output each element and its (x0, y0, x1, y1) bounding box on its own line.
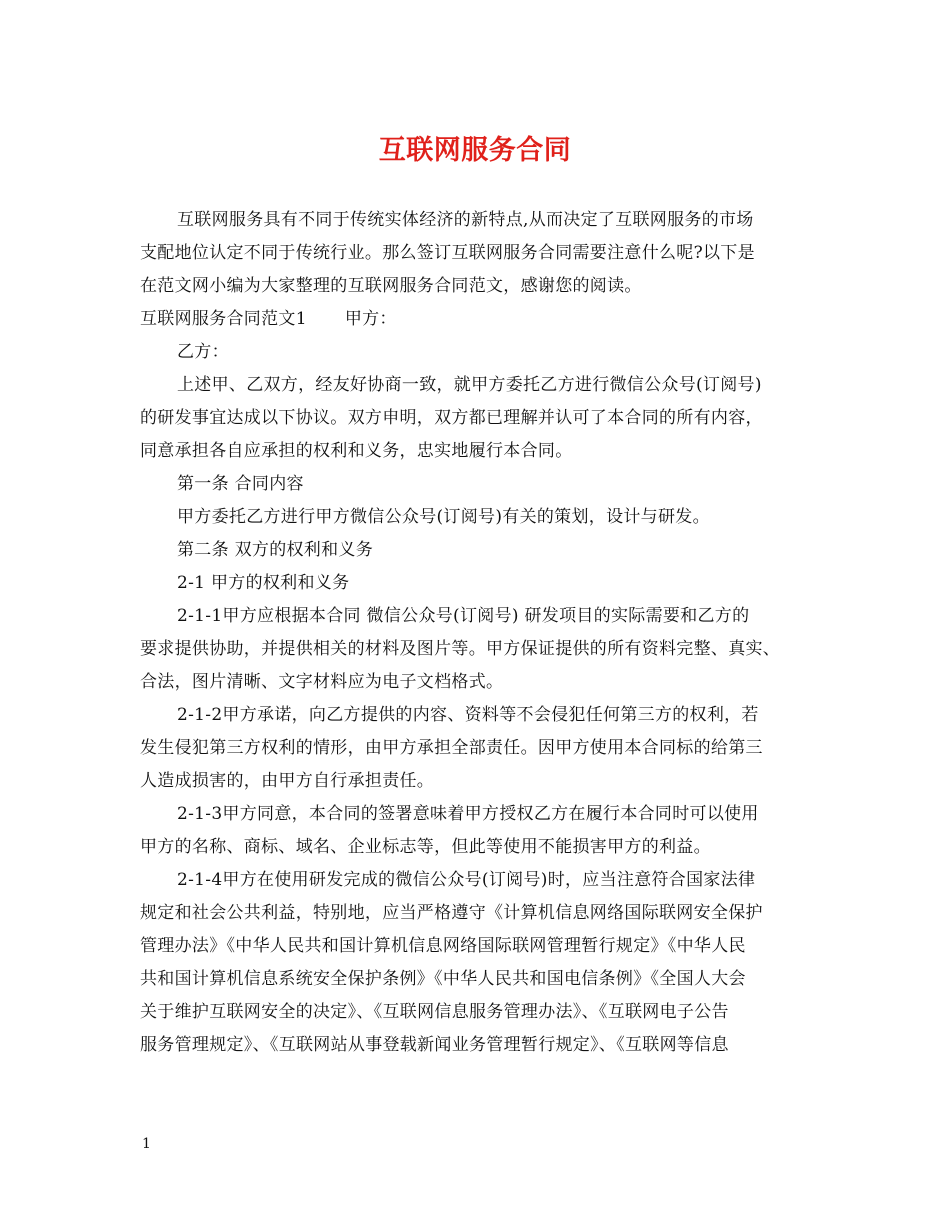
paragraph-line: 甲方委托乙方进行甲方微信公众号(订阅号)有关的策划，设计与研发。 (177, 507, 710, 527)
paragraph-line: 同意承担各自应承担的权利和义务，忠实地履行本合同。 (140, 441, 573, 461)
paragraph-line: 2-1-4甲方在使用研发完成的微信公众号(订阅号)时，应当注意符合国家法律 (177, 870, 756, 890)
paragraph-line: 发生侵犯第三方权利的情形，由甲方承担全部责任。因甲方使用本合同标的给第三 (140, 738, 763, 758)
document-title: 互联网服务合同 (378, 135, 572, 166)
paragraph-line: 管理办法》《中华人民共和国计算机信息网络国际联网管理暂行规定》《中华人民 (140, 936, 746, 956)
paragraph-line: 规定和社会公共利益，特别地，应当严格遵守《计算机信息网络国际联网安全保护 (140, 903, 763, 923)
party-a-label: 甲方： (344, 309, 397, 329)
document-body (140, 204, 820, 1062)
paragraph-line: 2-1-2甲方承诺，向乙方提供的内容、资料等不会侵犯任何第三方的权利，若 (177, 705, 759, 725)
article-heading: 第二条 双方的权利和义务 (177, 540, 374, 560)
paragraph-line: 甲方的名称、商标、域名、企业标志等，但此等使用不能损害甲方的利益。 (140, 837, 711, 857)
page-number: 1 (142, 1136, 151, 1152)
paragraph-line (140, 303, 820, 336)
section-heading: 互联网服务合同范文1 (140, 309, 307, 329)
paragraph-line: 支配地位认定不同于传统行业。那么签订互联网服务合同需要注意什么呢?以下是 (140, 243, 755, 263)
paragraph-line: 共和国计算机信息系统安全保护条例》《中华人民共和国电信条例》《全国人大会 (140, 969, 746, 989)
paragraph-line: 人造成损害的，由甲方自行承担责任。 (140, 771, 435, 791)
paragraph-line: 在范文网小编为大家整理的互联网服务合同范文，感谢您的阅读。 (140, 276, 642, 296)
paragraph-line: 要求提供协助，并提供相关的材料及图片等。甲方保证提供的所有资料完整、真实、 (140, 639, 781, 659)
paragraph-line: 关于维护互联网安全的决定》、《互联网信息服务管理办法》、《互联网电子公告 (140, 1002, 729, 1022)
paragraph-line: 的研发事宜达成以下协议。双方申明，双方都已理解并认可了本合同的所有内容， (140, 408, 763, 428)
paragraph-line: 上述甲、乙双方，经友好协商一致，就甲方委托乙方进行微信公众号(订阅号) (177, 375, 762, 395)
paragraph-line: 合法，图片清晰、文字材料应为电子文档格式。 (140, 672, 504, 692)
paragraph-line: 2-1-3甲方同意，本合同的签署意味着甲方授权乙方在履行本合同时可以使用 (177, 804, 759, 824)
paragraph-line: 服务管理规定》、《互联网站从事登载新闻业务管理暂行规定》、《互联网等信息 (140, 1035, 729, 1055)
party-b-label: 乙方： (177, 342, 229, 362)
paragraph-line: 互联网服务具有不同于传统实体经济的新特点,从而决定了互联网服务的市场 (177, 210, 754, 230)
paragraph-line: 2-1-1甲方应根据本合同 微信公众号(订阅号) 研发项目的实际需要和乙方的 (177, 606, 750, 626)
article-heading: 第一条 合同内容 (177, 474, 304, 494)
clause-heading: 2-1 甲方的权利和义务 (177, 573, 350, 593)
